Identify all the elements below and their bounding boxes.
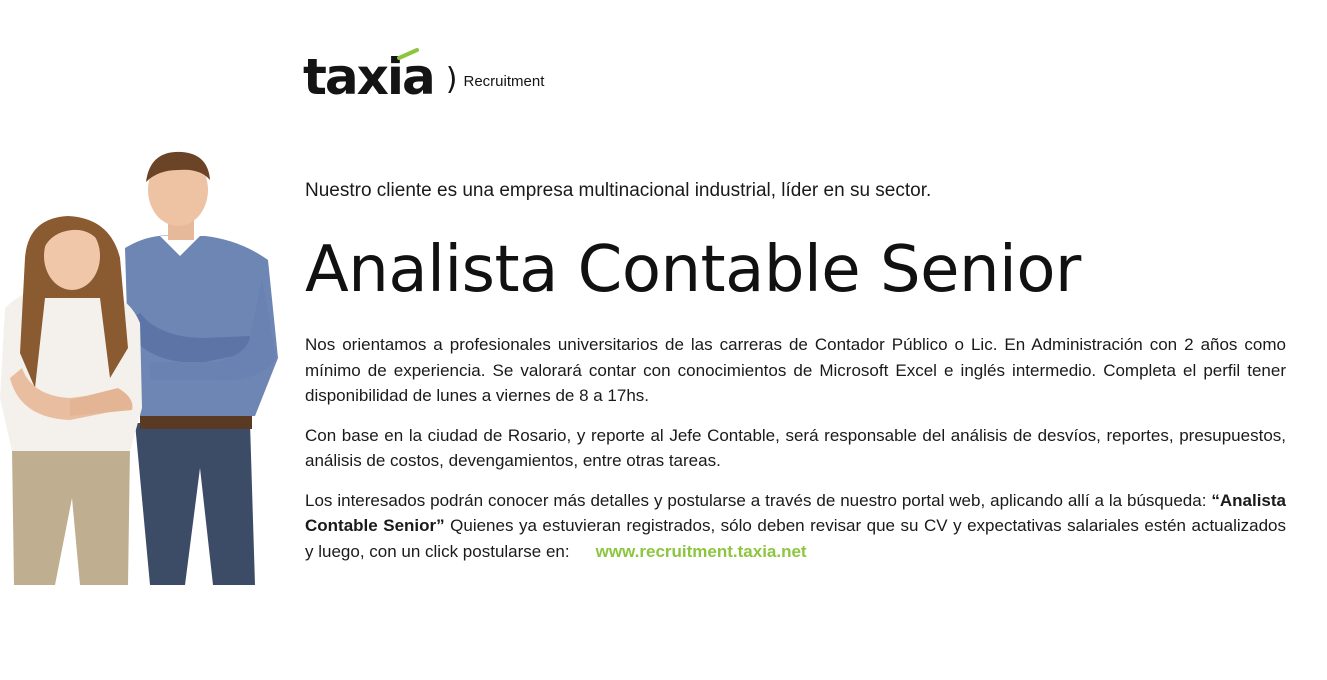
- requirements-paragraph: Nos orientamos a profesionales universitarios de las carreras de Contador Público o Lic. En Administración con 2 años como mínimo de experiencia. Se valorará contar con conocimientos de Microsoft Excel e inglés intermedio. Completa el perfil tener disponibilidad de lunes a viernes de 8 a 17hs.: [305, 335, 1286, 405]
- search-name-highlight: “Analista Contable Senior”: [305, 490, 1286, 535]
- logo-wordmark: taxia: [303, 48, 434, 106]
- application-paragraph: [305, 488, 1286, 565]
- people-photo-icon: [0, 148, 282, 585]
- job-title: Analista Contable Senior: [305, 233, 1081, 307]
- logo-accent-icon: [397, 48, 419, 60]
- recruitment-site-link[interactable]: www.recruitment.taxia.net: [595, 541, 807, 561]
- intro-text: Nuestro cliente es una empresa multinacional industrial, líder en su sector.: [305, 180, 932, 201]
- logo-paren: ): [445, 62, 458, 97]
- application-text-end: Quienes ya estuvieran registrados, sólo deben revisar que su CV y expectativas salariales estén actualizados y luego, con un click postularse en:: [305, 516, 1287, 561]
- job-description: [305, 178, 1286, 578]
- taxia-logo: [303, 46, 545, 106]
- application-text-start: Los interesados podrán conocer más detalles y postularse a través de nuestro portal web, aplicando allí a la búsqueda:: [305, 490, 1212, 510]
- logo-subtitle: Recruitment: [463, 73, 545, 90]
- responsibilities-paragraph: Con base en la ciudad de Rosario, y reporte al Jefe Contable, será responsable del análisis de desvíos, reportes, presupuestos, análisis de costos, devengamientos, entre otras tareas.: [305, 425, 1286, 470]
